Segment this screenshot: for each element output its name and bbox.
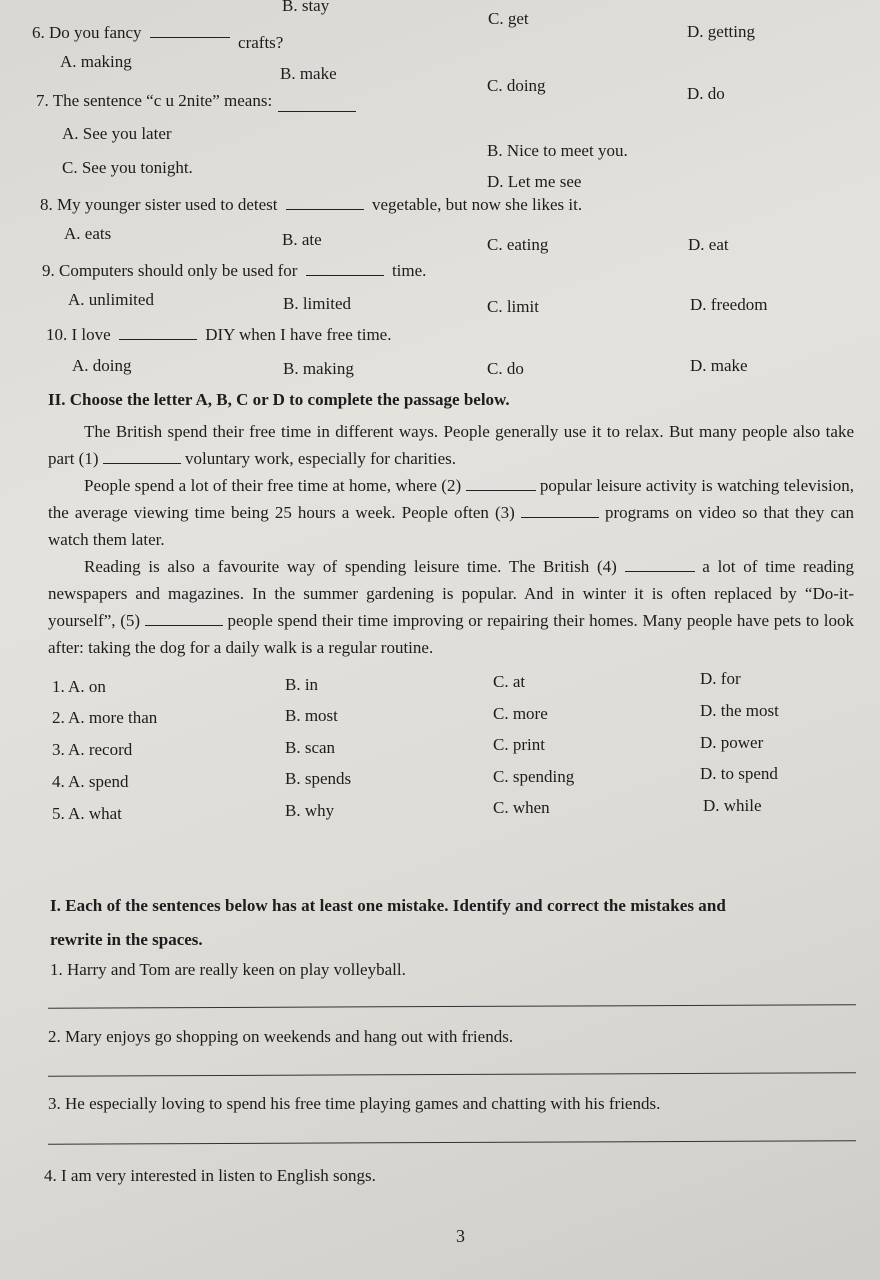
q9-text-end: time. (391, 261, 427, 280)
answer-line-2[interactable] (48, 1072, 856, 1077)
answer-4-d: D. to spend (700, 764, 778, 783)
answer-4-b: B. spends (285, 769, 352, 788)
q7-blank (278, 94, 356, 112)
passage-text: People spend a lot of their free time at home, where (2) (84, 476, 462, 495)
answer-3-a: 3. A. record (52, 740, 133, 759)
correction-sentence-1: 1. Harry and Tom are really keen on play volleyball. (50, 960, 406, 979)
blank-4 (625, 554, 695, 572)
q7-option-a: A. See you later (62, 124, 172, 143)
q6-question (32, 20, 284, 52)
q10-text-end: DIY when I have free time. (205, 325, 392, 344)
q7-text: 7. The sentence “c u 2nite” means: (36, 91, 273, 110)
q6-option-c: C. doing (487, 76, 546, 95)
q6-text-end: crafts? (238, 33, 284, 52)
q5-option-c: C. get (488, 9, 529, 28)
reading-passage (48, 418, 854, 661)
q5-option-d: D. getting (687, 22, 755, 41)
passage-text: voluntary work, especially for charities. (185, 449, 456, 468)
blank-2 (466, 473, 536, 491)
q9-option-d: D. freedom (690, 295, 768, 314)
q8-option-c: C. eating (487, 235, 549, 254)
passage-paragraph-3 (48, 553, 854, 661)
answer-1-a: 1. A. on (52, 677, 106, 696)
answer-line-1[interactable] (48, 1004, 856, 1009)
passage-text: The British spend their free time in different ways. People generally use it to relax. But many people also take part (1) (48, 422, 854, 468)
passage-text: programs on video so that they can watch them later. (48, 503, 855, 549)
correction-sentence-4: 4. I am very interested in listen to English songs. (44, 1166, 376, 1185)
section-i-heading-line-2: rewrite in the spaces. (50, 930, 203, 949)
section-i-heading-line-1: I. Each of the sentences below has at least one mistake. Identify and correct the mistakes and (50, 896, 726, 915)
q8-option-b: B. ate (282, 230, 322, 249)
q9-question (42, 258, 426, 281)
q8-option-a: A. eats (64, 224, 112, 243)
q6-option-d: D. do (687, 84, 725, 103)
q8-text: 8. My younger sister used to detest (40, 195, 278, 214)
answer-5-c: C. when (493, 798, 550, 817)
q8-text-end: vegetable, but now she likes it. (372, 195, 583, 214)
q5-option-b: B. stay (282, 0, 330, 15)
q8-blank (286, 192, 364, 210)
page-number: 3 (456, 1226, 465, 1246)
q10-option-a: A. doing (72, 356, 132, 375)
answer-2-d: D. the most (700, 701, 779, 720)
q9-option-b: B. limited (283, 294, 351, 313)
correction-sentence-2: 2. Mary enjoys go shopping on weekends and hang out with friends. (48, 1027, 514, 1046)
answer-2-c: C. more (493, 704, 548, 723)
answer-line-3[interactable] (48, 1140, 856, 1145)
blank-1 (103, 446, 181, 464)
q6-option-b: B. make (280, 64, 337, 83)
blank-3 (521, 500, 599, 518)
passage-text: popular leisure activity is watching television, the average viewing time being 25 hours a week. People often (3) (48, 476, 854, 522)
answer-1-c: C. at (493, 672, 526, 691)
passage-paragraph-2 (48, 472, 854, 553)
q10-option-d: D. make (690, 356, 748, 375)
q10-blank (119, 322, 197, 340)
q10-option-b: B. making (283, 359, 354, 378)
q7-option-b: B. Nice to meet you. (487, 141, 628, 160)
q10-option-c: C. do (487, 359, 524, 378)
answer-3-b: B. scan (285, 738, 336, 757)
blank-5 (145, 608, 223, 626)
answer-5-d: D. while (703, 796, 762, 815)
q9-option-c: C. limit (487, 297, 539, 316)
answer-3-c: C. print (493, 735, 545, 754)
q9-blank (306, 258, 384, 276)
passage-paragraph-1 (48, 418, 854, 472)
q9-option-a: A. unlimited (68, 290, 154, 309)
answer-4-c: C. spending (493, 767, 575, 786)
q9-text: 9. Computers should only be used for (42, 261, 298, 280)
q7-option-d: D. Let me see (487, 172, 582, 191)
q6-text: 6. Do you fancy (32, 23, 142, 42)
correction-sentence-3: 3. He especially loving to spend his free time playing games and chatting with his friends. (48, 1094, 661, 1113)
answer-1-d: D. for (700, 669, 741, 688)
answer-5-a: 5. A. what (52, 804, 122, 823)
section-ii-heading: II. Choose the letter A, B, C or D to complete the passage below. (48, 390, 510, 409)
passage-text: Reading is also a favourite way of spending leisure time. The British (4) (84, 557, 617, 576)
answer-1-b: B. in (285, 675, 319, 694)
answer-3-d: D. power (700, 733, 764, 752)
q7-option-c: C. See you tonight. (62, 158, 193, 177)
answer-4-a: 4. A. spend (52, 772, 129, 791)
q10-question (46, 322, 391, 345)
answer-2-b: B. most (285, 706, 338, 725)
q6-option-a: A. making (60, 52, 132, 71)
answer-2-a: 2. A. more than (52, 708, 158, 727)
passage-text: people spend their time improving or repairing their homes. Many people have pets to look after: taking the dog for a daily walk is a regular routine. (48, 611, 855, 657)
q6-blank (150, 20, 230, 38)
q10-text: 10. I love (46, 325, 111, 344)
answer-5-b: B. why (285, 801, 335, 820)
q8-question (40, 192, 582, 215)
q8-option-d: D. eat (688, 235, 729, 254)
passage-text: a lot of time reading newspapers and magazines. In the summer gardening is popular. And in winter it is often replaced by “Do-it-yourself”, (5) (48, 557, 855, 630)
q7-question (36, 88, 356, 111)
